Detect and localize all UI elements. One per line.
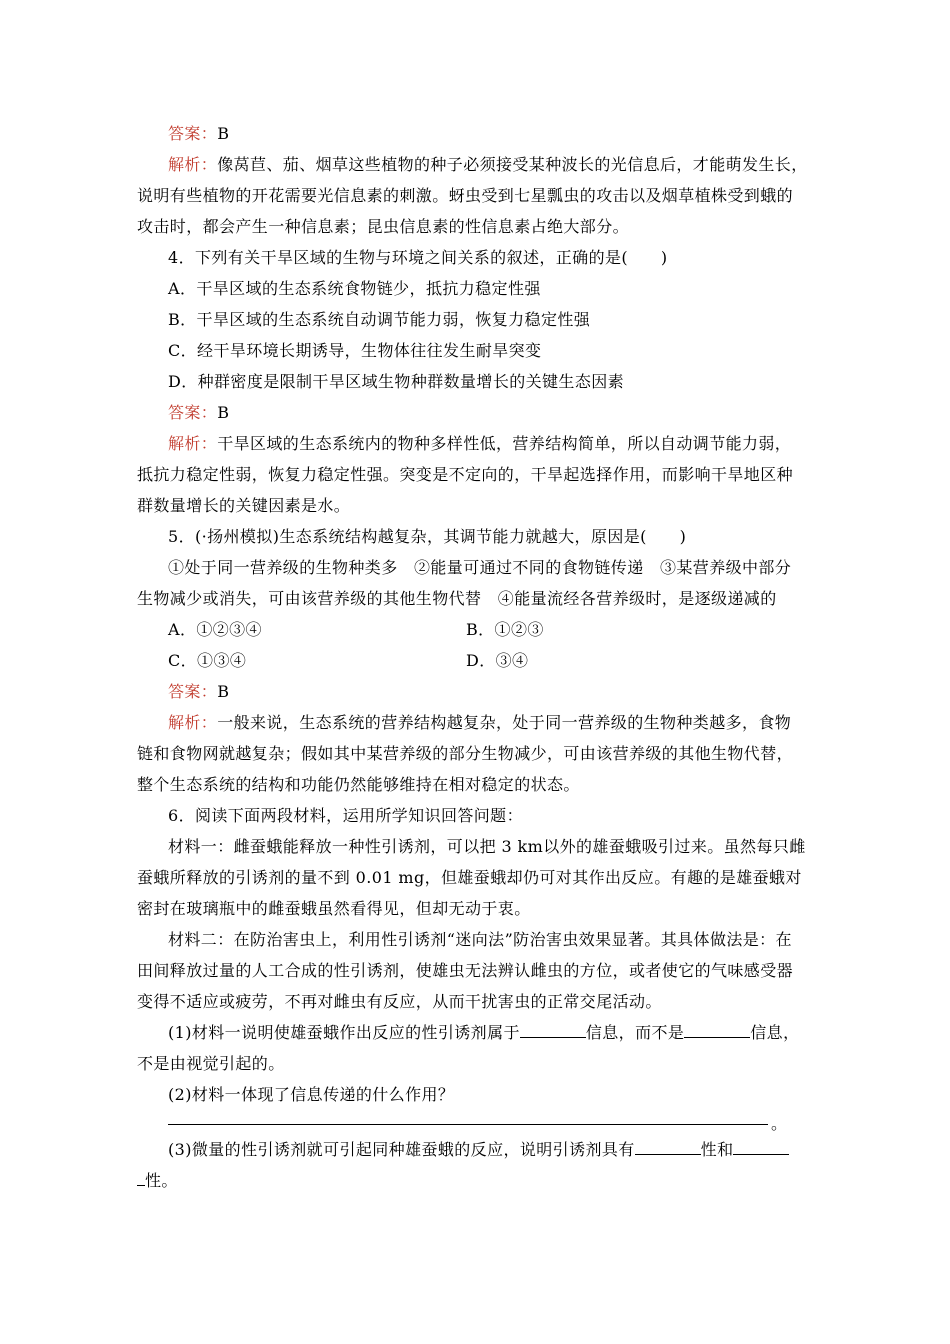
answer-label: 答案： [168,124,218,143]
option-c: C．①③④ [168,651,247,670]
answer-blank-tail[interactable] [137,1171,145,1186]
option-a: A．①②③④ [168,620,262,639]
answer-blank[interactable] [635,1140,701,1155]
option-d: D．③④ [466,651,529,670]
text-line: 蚕蛾所释放的引诱剂的量不到 0.01 mg，但雄蚕蛾却仍可对其作出反应。有趣的是雄蚕蛾对 [137,868,802,887]
analysis-label: 解析： [168,434,218,453]
text-line: 不是由视觉引起的。 [137,1054,285,1073]
text-line: 群数量增长的关键因素是水。 [137,496,351,515]
analysis-line [168,713,791,733]
text-line: 抵抗力稳定性弱，恢复力稳定性强。突变是不定向的，干旱起选择作用，而影响干旱地区种 [137,465,794,484]
answer-blank[interactable] [520,1023,586,1038]
material-1: 材料一：雌蚕蛾能释放一种性引诱剂，可以把 3 km以外的雄蚕蛾吸引过来。虽然每只雌 [168,837,806,856]
text-line: 田间释放过量的人工合成的性引诱剂，使雄虫无法辨认雌虫的方位，或者使它的气味感受器 [137,961,794,980]
sub-question-text: (3)微量的性引诱剂就可引起同种雄蚕蛾的反应，说明引诱剂具有 [168,1140,635,1159]
answer-blank[interactable] [733,1140,789,1155]
text-line: 密封在玻璃瓶中的雌蚕蛾虽然看得见，但却无动于衷。 [137,899,531,918]
option-d: D．种群密度是限制干旱区域生物种群数量增长的关键生态因素 [168,372,625,391]
option-b: B．①②③ [466,620,544,639]
answer-value: B [217,403,230,422]
analysis-text: 干旱区域的生态系统内的物种多样性低，营养结构简单，所以自动调节能力弱， [217,434,792,453]
analysis-label: 解析： [168,713,218,732]
analysis-line [168,155,808,175]
sub-question-text: 性。 [145,1171,178,1190]
statements-line: 生物减少或消失，可由该营养级的其他生物代替 ④能量流经各营养级时，是逐级递减的 [137,589,777,608]
answer-value: B [217,124,230,143]
question-4: 4．下列有关干旱区域的生物与环境之间关系的叙述，正确的是( ) [168,248,668,267]
text-line: 链和食物网就越复杂；假如其中某营养级的部分生物减少，可由该营养级的其他生物代替， [137,744,794,763]
answer-value: B [217,682,230,701]
answer-label: 答案： [168,403,218,422]
sub-question-text: (1)材料一说明使雄蚕蛾作出反应的性引诱剂属于 [168,1023,520,1042]
sub-question-2: (2)材料一体现了信息传递的什么作用？ [168,1085,455,1104]
option-b: B．干旱区域的生态系统自动调节能力弱，恢复力稳定性强 [168,310,591,329]
question-5: 5．(·扬州模拟)生态系统结构越复杂，其调节能力就越大，原因是( ) [168,527,687,546]
analysis-text: 像莴苣、茄、烟草这些植物的种子必须接受某种波长的光信息后，才能萌发生长， [217,155,808,174]
text-line [137,1171,178,1191]
analysis-label: 解析： [168,155,218,174]
answer-label: 答案： [168,682,218,701]
text-line: 攻击时，都会产生一种信息素；昆虫信息素的性信息素占绝大部分。 [137,217,630,236]
option-c: C．经干旱环境长期诱导，生物体往往发生耐旱突变 [168,341,542,360]
period-mark: 。 [771,1114,788,1133]
sub-question-3 [168,1140,789,1160]
analysis-text: 一般来说，生态系统的营养结构越复杂，处于同一营养级的生物种类越多，食物 [217,713,792,732]
sub-question-text: 信息，而不是 [585,1023,685,1042]
statements-line: ①处于同一营养级的生物种类多 ②能量可通过不同的食物链传递 ③某营养级中部分 [168,558,792,577]
answer-line [168,682,229,702]
answer-line-blank[interactable] [168,1124,768,1125]
text-line: 变得不适应或疲劳，不再对雌虫有反应，从而干扰害虫的正常交尾活动。 [137,992,662,1011]
material-2: 材料二：在防治害虫上，利用性引诱剂“迷向法”防治害虫效果显著。其具体做法是：在 [168,930,792,949]
answer-blank[interactable] [684,1023,750,1038]
sub-question-text: 信息， [750,1023,800,1042]
analysis-line [168,434,791,454]
option-a: A．干旱区域的生态系统食物链少，抵抗力稳定性强 [168,279,541,298]
answer-line [168,124,229,144]
question-6: 6．阅读下面两段材料，运用所学知识回答问题： [168,806,523,825]
sub-question-text: 性和 [700,1140,734,1159]
sub-question-1 [168,1023,799,1043]
text-line: 说明有些植物的开花需要光信息素的刺激。蚜虫受到七星瓢虫的攻击以及烟草植株受到蛾的 [137,186,794,205]
answer-line [168,403,229,423]
text-line: 整个生态系统的结构和功能仍然能够维持在相对稳定的状态。 [137,775,580,794]
